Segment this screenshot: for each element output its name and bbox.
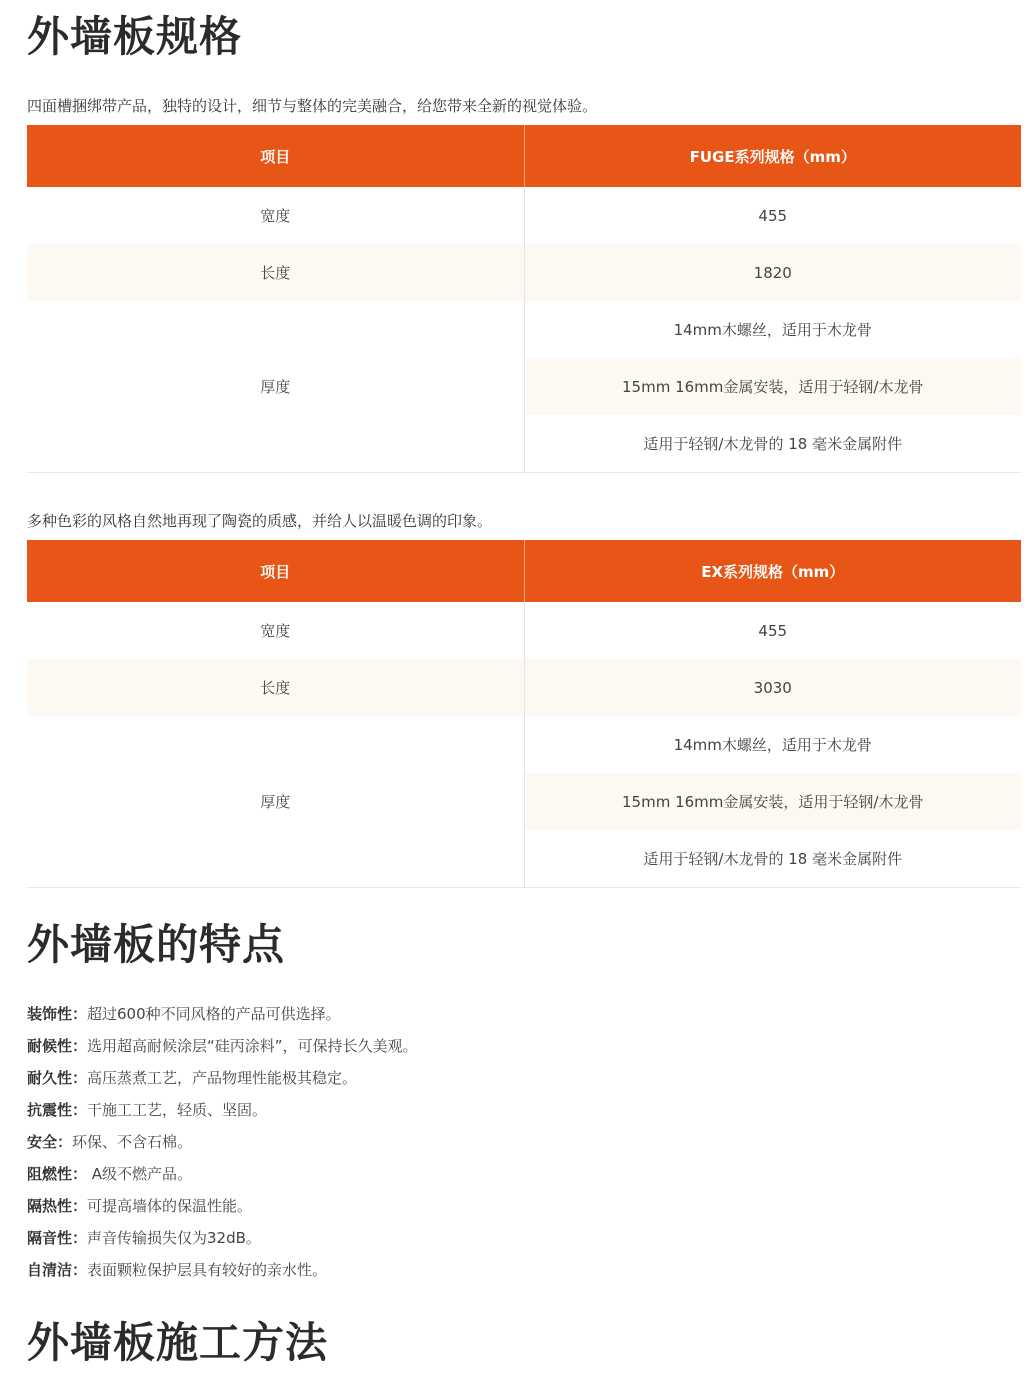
feature-text: 表面颗粒保护层具有较好的亲水性。	[87, 1261, 328, 1279]
feature-text: 可提高墙体的保温性能。	[87, 1197, 253, 1215]
list-item	[27, 1030, 1021, 1062]
features-list	[27, 998, 1021, 1286]
feature-key: 隔音性：	[27, 1229, 88, 1247]
row-label-length: 长度	[27, 244, 524, 301]
row-label-length: 长度	[27, 659, 524, 716]
row-value-thickness: 15mm 16mm金属安装，适用于轻钢/木龙骨	[524, 358, 1021, 415]
table-header-row	[27, 540, 1021, 602]
row-value-length: 1820	[524, 244, 1021, 301]
table-row	[27, 301, 1021, 358]
list-item	[27, 1126, 1021, 1158]
feature-text: 高压蒸煮工艺，产品物理性能极其稳定。	[87, 1069, 358, 1087]
table-row	[27, 602, 1021, 659]
feature-text: 超过600种不同风格的产品可供选择。	[87, 1005, 341, 1023]
list-item	[27, 1222, 1021, 1254]
table-header-row	[27, 125, 1021, 187]
feature-key: 阻燃性：	[27, 1165, 88, 1183]
table-row	[27, 244, 1021, 301]
fuge-intro-text: 四面槽捆绑带产品，独特的设计，细节与整体的完美融合，给您带来全新的视觉体验。	[27, 97, 598, 115]
ex-intro-text: 多种色彩的风格自然地再现了陶瓷的质感，并给人以温暖色调的印象。	[27, 512, 493, 530]
feature-text: 环保、不含石棉。	[72, 1133, 193, 1151]
row-value-width: 455	[758, 206, 788, 225]
column-header-item: 项目	[27, 125, 524, 187]
feature-text: 选用超高耐候涂层“硅丙涂料”，可保持长久美观。	[87, 1037, 418, 1055]
feature-key: 安全：	[27, 1133, 73, 1151]
row-value-thickness: 14mm木螺丝，适用于木龙骨	[673, 736, 872, 754]
installation-title: 外墙板施工方法	[27, 1318, 329, 1367]
features-title: 外墙板的特点	[27, 920, 286, 969]
row-value-thickness: 适用于轻钢/木龙骨的 18 毫米金属附件	[524, 830, 1021, 888]
table-row	[27, 716, 1021, 773]
list-item	[27, 1094, 1021, 1126]
table-row	[27, 187, 1021, 244]
list-item	[27, 1158, 1021, 1190]
feature-key: 耐久性：	[27, 1069, 88, 1087]
feature-key: 装饰性：	[27, 1005, 88, 1023]
column-header-spec: EX系列规格（mm）	[524, 540, 1021, 602]
page-title: 外墙板规格	[27, 12, 243, 61]
list-item	[27, 1190, 1021, 1222]
column-header-spec: FUGE系列规格（mm）	[524, 125, 1021, 187]
row-label-width: 宽度	[27, 602, 524, 659]
row-label-width: 宽度	[27, 187, 524, 244]
list-item	[27, 998, 1021, 1030]
row-label-thickness: 厚度	[27, 716, 524, 888]
list-item	[27, 1062, 1021, 1094]
row-value-length: 3030	[524, 659, 1021, 716]
feature-text: A级不燃产品。	[87, 1165, 193, 1183]
table-row	[27, 659, 1021, 716]
feature-key: 隔热性：	[27, 1197, 88, 1215]
feature-text: 干施工工艺，轻质、坚固。	[87, 1101, 268, 1119]
feature-key: 抗震性：	[27, 1101, 88, 1119]
list-item	[27, 1254, 1021, 1286]
row-value-thickness: 15mm 16mm金属安装，适用于轻钢/木龙骨	[524, 773, 1021, 830]
feature-key: 自清洁：	[27, 1261, 88, 1279]
feature-text: 声音传输损失仅为32dB。	[87, 1229, 261, 1247]
row-value-width: 455	[758, 621, 788, 640]
ex-spec-table	[27, 540, 1021, 888]
fuge-spec-table	[27, 125, 1021, 473]
row-value-thickness: 14mm木螺丝，适用于木龙骨	[673, 321, 872, 339]
column-header-item: 项目	[27, 540, 524, 602]
row-label-thickness: 厚度	[27, 301, 524, 473]
row-value-thickness: 适用于轻钢/木龙骨的 18 毫米金属附件	[524, 415, 1021, 473]
feature-key: 耐候性：	[27, 1037, 88, 1055]
